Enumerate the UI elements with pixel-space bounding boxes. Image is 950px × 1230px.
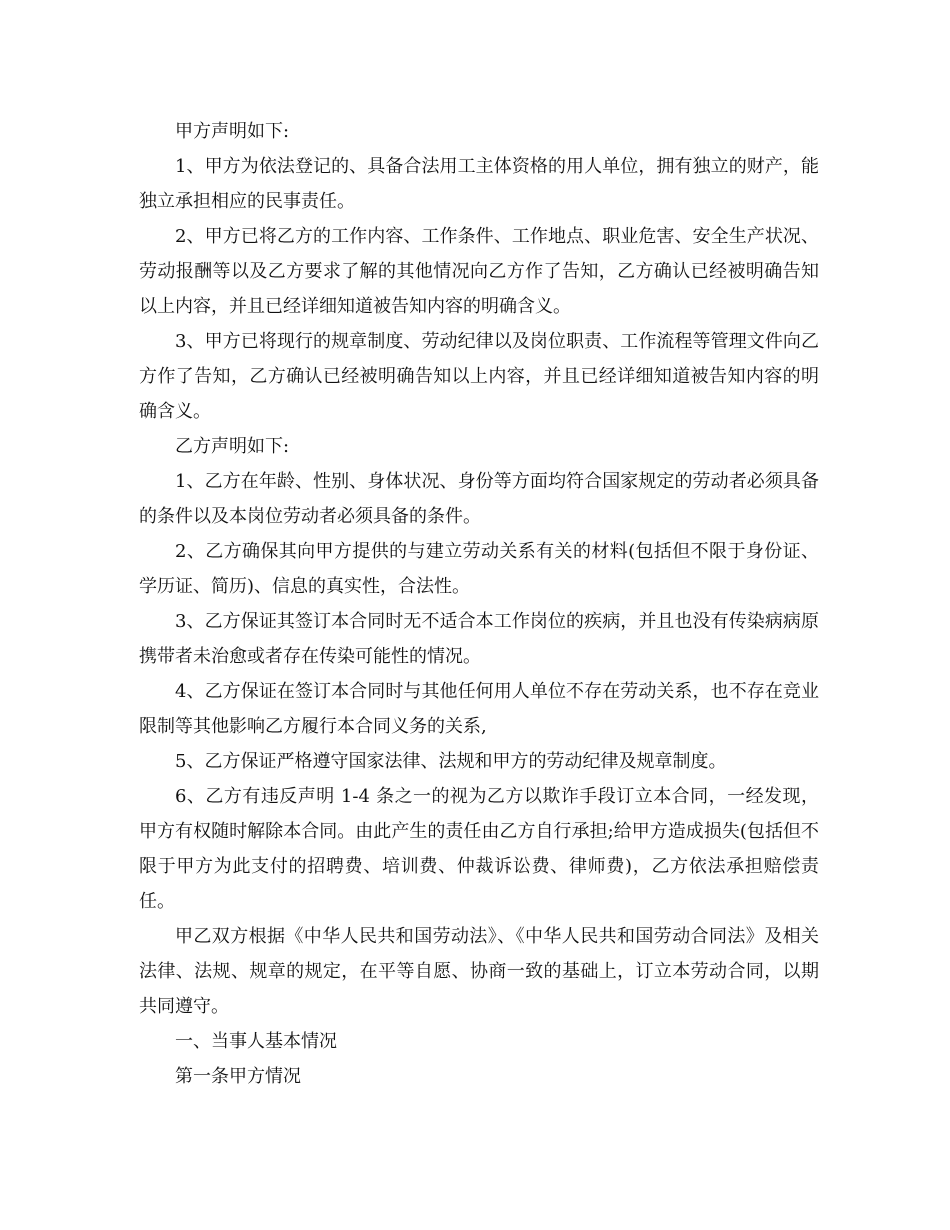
party-b-clause-1: 1、乙方在年龄、性别、身体状况、身份等方面均符合国家规定的劳动者必须具备的条件以及本岗位劳动者必须具备的条件。: [139, 471, 819, 527]
party-b-clause-3: 3、乙方保证其签订本合同时无不适合本工作岗位的疾病，并且也没有传染病病原携带者未治愈或者存在传染可能性的情况。: [139, 611, 819, 667]
party-b-clause-2: 2、乙方确保其向甲方提供的与建立劳动关系有关的材料(包括但不限于身份证、学历证、简历)、信息的真实性，合法性。: [139, 541, 819, 597]
party-a-clause-1: 1、甲方为依法登记的、具备合法用工主体资格的用人单位，拥有独立的财产，能独立承担相应的民事责任。: [139, 156, 819, 212]
party-a-clause-3: 3、甲方已将现行的规章制度、劳动纪律以及岗位职责、工作流程等管理文件向乙方作了告知，乙方确认已经被明确告知以上内容，并且已经详细知道被告知内容的明确含义。: [139, 331, 819, 422]
party-a-declaration-heading: 甲方声明如下:: [175, 121, 290, 142]
party-b-clause-4: 4、乙方保证在签订本合同时与其他任何用人单位不存在劳动关系，也不存在竞业限制等其他影响乙方履行本合同义务的关系,: [139, 681, 819, 737]
document-body: [139, 114, 819, 1094]
contract-preamble: 甲乙双方根据《中华人民共和国劳动法》、《中华人民共和国劳动合同法》及相关法律、法规、规章的规定，在平等自愿、协商一致的基础上，订立本劳动合同，以期共同遵守。: [139, 926, 819, 1017]
party-b-declaration-heading: 乙方声明如下:: [175, 436, 290, 457]
section-heading: 一、当事人基本情况: [175, 1031, 337, 1052]
article-heading: 第一条甲方情况: [175, 1066, 301, 1087]
party-b-clause-5: 5、乙方保证严格遵守国家法律、法规和甲方的劳动纪律及规章制度。: [175, 751, 727, 772]
party-b-clause-6: 6、乙方有违反声明 1-4 条之一的视为乙方以欺诈手段订立本合同，一经发现，甲方有权随时解除本合同。由此产生的责任由乙方自行承担;给甲方造成损失(包括但不限于甲方为此支付的招聘费、培训费、仲裁诉讼费、律师费)，乙方依法承担赔偿责任。: [139, 786, 819, 912]
party-a-clause-2: 2、甲方已将乙方的工作内容、工作条件、工作地点、职业危害、安全生产状况、劳动报酬等以及乙方要求了解的其他情况向乙方作了告知，乙方确认已经被明确告知以上内容，并且已经详细知道被告知内容的明确含义。: [139, 226, 819, 317]
